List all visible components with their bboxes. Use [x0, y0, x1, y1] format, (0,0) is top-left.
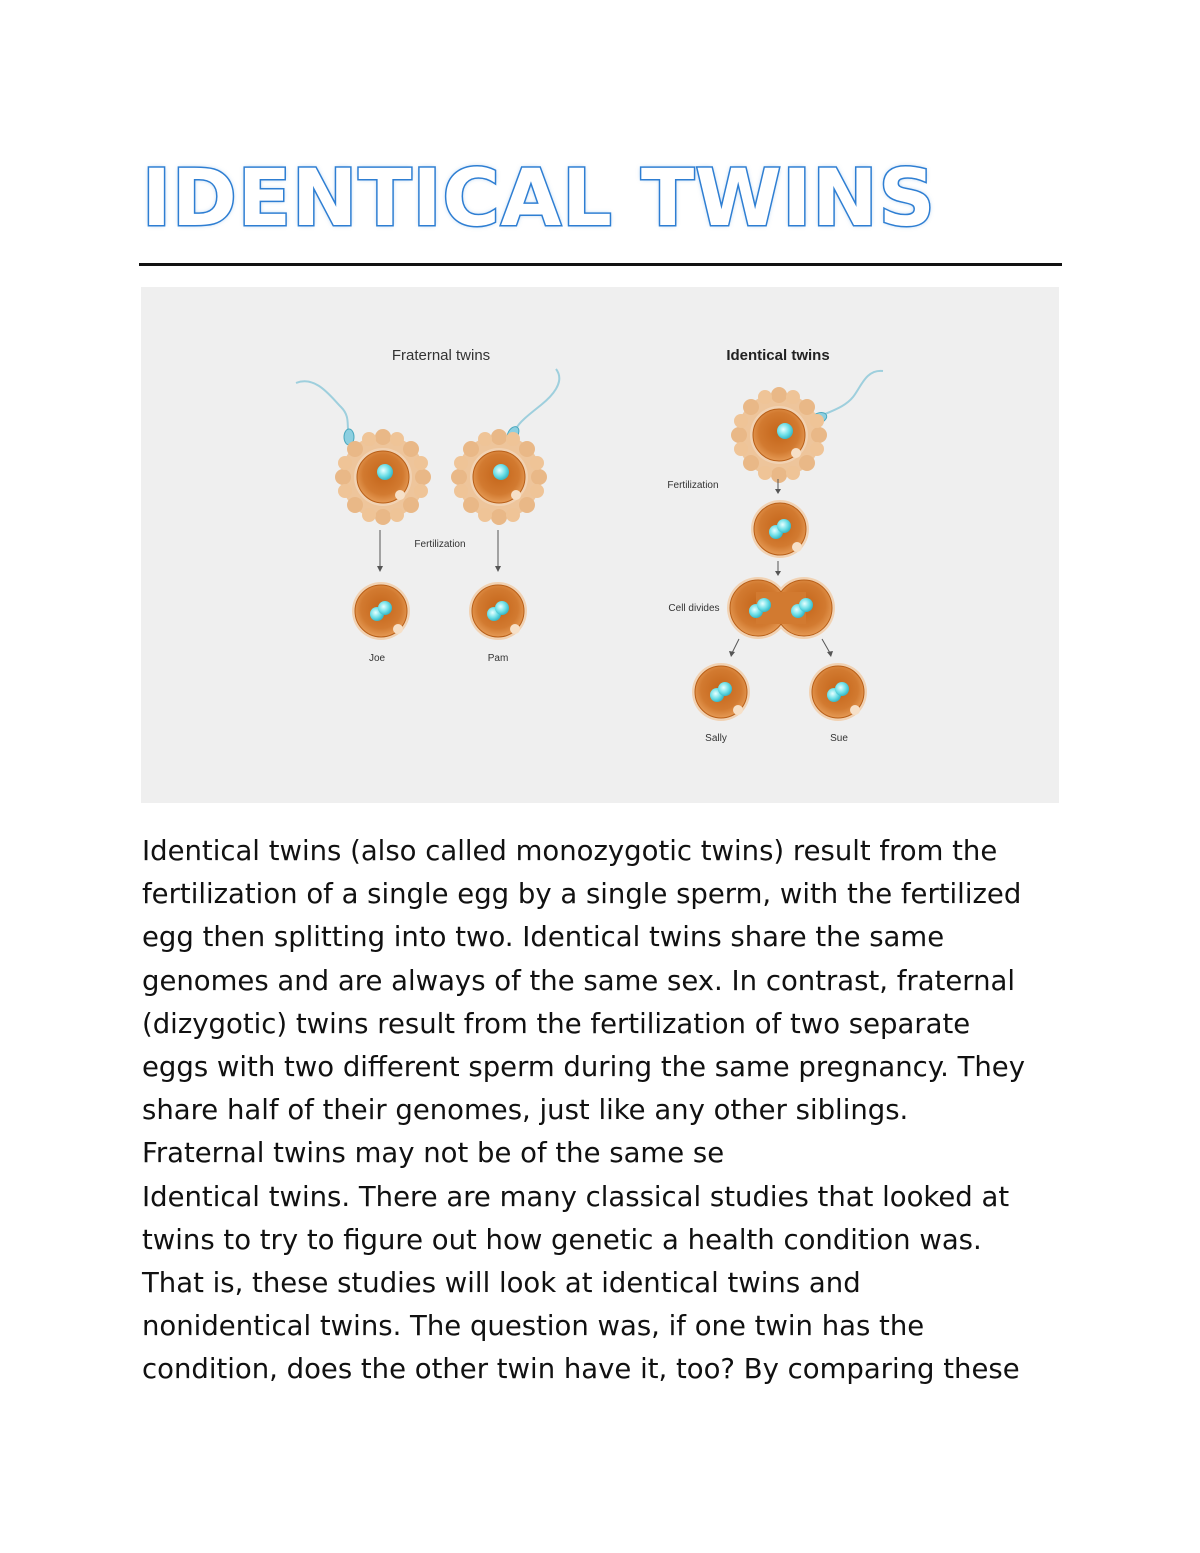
zygote-joe — [352, 582, 410, 640]
arrow-split-right — [822, 639, 830, 653]
name-sue: Sue — [830, 733, 848, 744]
paragraph-line: nonidentical twins. The question was, if one twin has the — [142, 1310, 925, 1343]
paragraph-line: genomes and are always of the same sex. In contrast, fraternal — [142, 964, 1016, 997]
arrow-split-left-head — [729, 651, 735, 657]
arrow-split-left — [732, 639, 739, 653]
arrow-right-head — [495, 566, 501, 572]
page-title: IDENTICAL TWINS — [142, 154, 936, 244]
sperm-tail-mid — [516, 369, 559, 429]
fraternal-egg-right — [451, 429, 547, 525]
paragraph-line: That is, these studies will look at identical twins and — [142, 1267, 861, 1300]
identical-zygote — [751, 500, 809, 558]
arrow-identical-1-head — [775, 489, 781, 494]
zygote-sue — [809, 663, 867, 721]
twins-diagram — [141, 287, 1059, 803]
body-paragraph — [142, 830, 1072, 1392]
fraternal-egg-left — [335, 429, 431, 525]
paragraph-line: (dizygotic) twins result from the fertilization of two separate — [142, 1007, 971, 1040]
paragraph-line: Identical twins (also called monozygotic twins) result from the — [142, 835, 998, 867]
name-joe: Joe — [368, 653, 386, 664]
zygote-pam — [469, 582, 527, 640]
title-divider — [139, 263, 1062, 266]
fertilization-label-left: Fertilization — [414, 539, 466, 550]
arrow-left-head — [377, 566, 383, 572]
paragraph-line: condition, does the other twin have it, too? By comparing these — [142, 1353, 1020, 1386]
name-pam: Pam — [487, 653, 509, 664]
identical-twins-heading: Identical twins — [726, 347, 830, 364]
arrow-identical-2-head — [775, 571, 781, 576]
fertilization-label-right: Fertilization — [667, 480, 719, 491]
zygote-sally — [692, 663, 750, 721]
identical-egg — [731, 387, 827, 483]
arrow-split-right-head — [827, 651, 833, 657]
paragraph-line: share half of their genomes, just like any other siblings. — [142, 1094, 909, 1127]
name-sally: Sally — [705, 733, 727, 744]
fraternal-twins-heading: Fraternal twins — [391, 347, 491, 364]
paragraph-line: Fraternal twins may not be of the same se — [142, 1137, 725, 1170]
sperm-tail-identical — [823, 371, 883, 415]
paragraph-line: Identical twins. There are many classical studies that looked at — [142, 1180, 1010, 1213]
paragraph-line: eggs with two different sperm during the same pregnancy. They — [142, 1051, 1025, 1084]
paragraph-line: twins to try to figure out how genetic a health condition was. — [142, 1223, 982, 1256]
paragraph-line: egg then splitting into two. Identical twins share the same — [142, 921, 945, 954]
dividing-cell — [727, 577, 835, 639]
cell-divides-label: Cell divides — [668, 603, 720, 614]
paragraph-line: fertilization of a single egg by a single sperm, with the fertilized — [142, 878, 1022, 911]
sperm-tail-left — [296, 381, 349, 433]
